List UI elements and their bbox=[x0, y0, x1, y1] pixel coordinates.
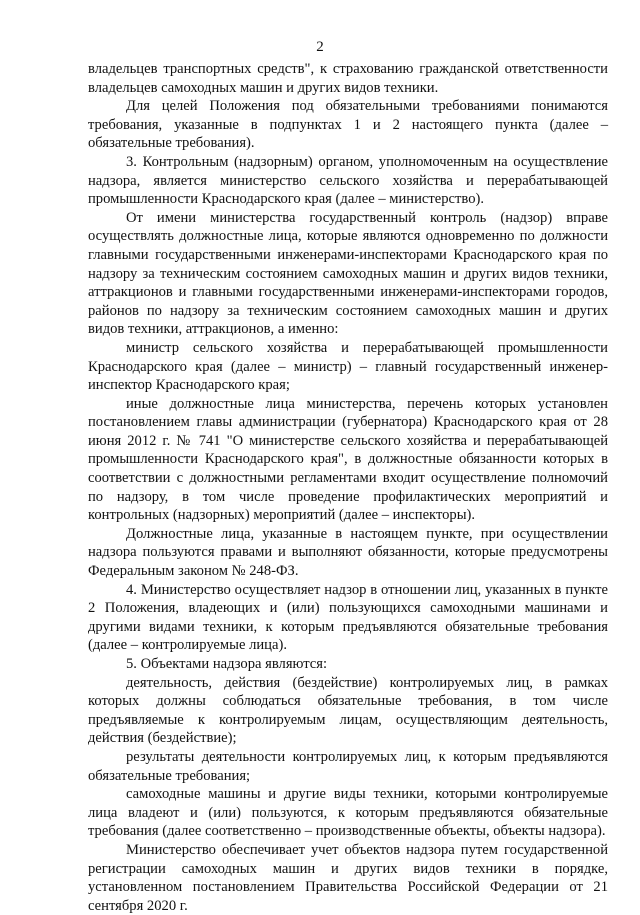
paragraph-obligatory-requirements: Для целей Положения под обязательными требованиями понимаются требования, указанные в подпунктах 1 и 2 настоящего пункта (далее – обязательные требования). bbox=[88, 98, 608, 152]
paragraph-continuation: владельцев транспортных средств", к страхованию гражданской ответственности владельцев самоходных машин и других видов техники. bbox=[88, 61, 608, 96]
paragraph-other-officials: иные должностные лица министерства, перечень которых установлен постановлением главы администрации (губернатора) Краснодарского края от 28 июня 2012 г. № 741 "О министерстве сельского хозяйства и перерабатывающей промышленности Краснодарского края", в должностные обязанности которых в соответствии с должностными регламентами входит осуществление полномочий по надзору, в том числе проведение профилактических мероприятий и контрольных (надзорных) мероприятий (далее – инспекторы). bbox=[88, 395, 608, 524]
paragraph-activity: деятельность, действия (бездействие) контролируемых лиц, в рамках которых должны соблюдаться обязательные требования, в том числе предъявляемые к контролируемым лицам, осуществляющим деятельность, действия (бездействие); bbox=[88, 674, 608, 747]
document-body bbox=[88, 60, 608, 915]
paragraph-item-5: 5. Объектами надзора являются: bbox=[126, 656, 328, 672]
paragraph-item-3: 3. Контрольным (надзорным) органом, уполномоченным на осуществление надзора, является министерство сельского хозяйства и перерабатывающей промышленности Краснодарского края (далее – министерство). bbox=[88, 153, 608, 208]
paragraph-machines: самоходные машины и другие виды техники, которыми контролируемые лица владеют и (или) пользуются, к которым предъявляются обязательные требования (далее соответственно – производственные объекты, объекты надзора). bbox=[88, 786, 608, 840]
paragraph-item-4: 4. Министерство осуществляет надзор в отношении лиц, указанных в пункте 2 Положения, владеющих и (или) пользующихся самоходными машинами и другими видами техники, к которым предъявляются обязательные требования (далее – контролируемые лица). bbox=[88, 581, 608, 654]
paragraph-minister: министр сельского хозяйства и перерабатывающей промышленности Краснодарского края (далее – министр) – главный государственный инженер-инспектор Краснодарского края; bbox=[88, 339, 608, 394]
paragraph-rights-duties: Должностные лица, указанные в настоящем пункте, при осуществлении надзора пользуются правами и выполняют обязанности, которые предусмотрены Федеральным законом № 248-ФЗ. bbox=[88, 525, 608, 580]
paragraph-registration: Министерство обеспечивает учет объектов надзора путем государственной регистрации самоходных машин и других видов техники в порядке, установленном постановлением Правительства Российской Федерации от 21 сентября 2020 г. bbox=[88, 841, 608, 914]
paragraph-officials: От имени министерства государственный контроль (надзор) вправе осуществлять должностные лица, которые являются одновременно по должности главными государственными инженерами-инспекторами Краснодарского края по надзору за техническим состоянием самоходных машин и других видов техники, аттракционов и главными государственными инженерами-инспекторами городов, районов по надзору за техническим состоянием самоходных машин и других видов техники, аттракционов, а именно: bbox=[88, 209, 608, 338]
page-number: 2 bbox=[316, 39, 324, 55]
paragraph-results: результаты деятельности контролируемых лиц, к которым предъявляются обязательные требования; bbox=[88, 748, 608, 784]
